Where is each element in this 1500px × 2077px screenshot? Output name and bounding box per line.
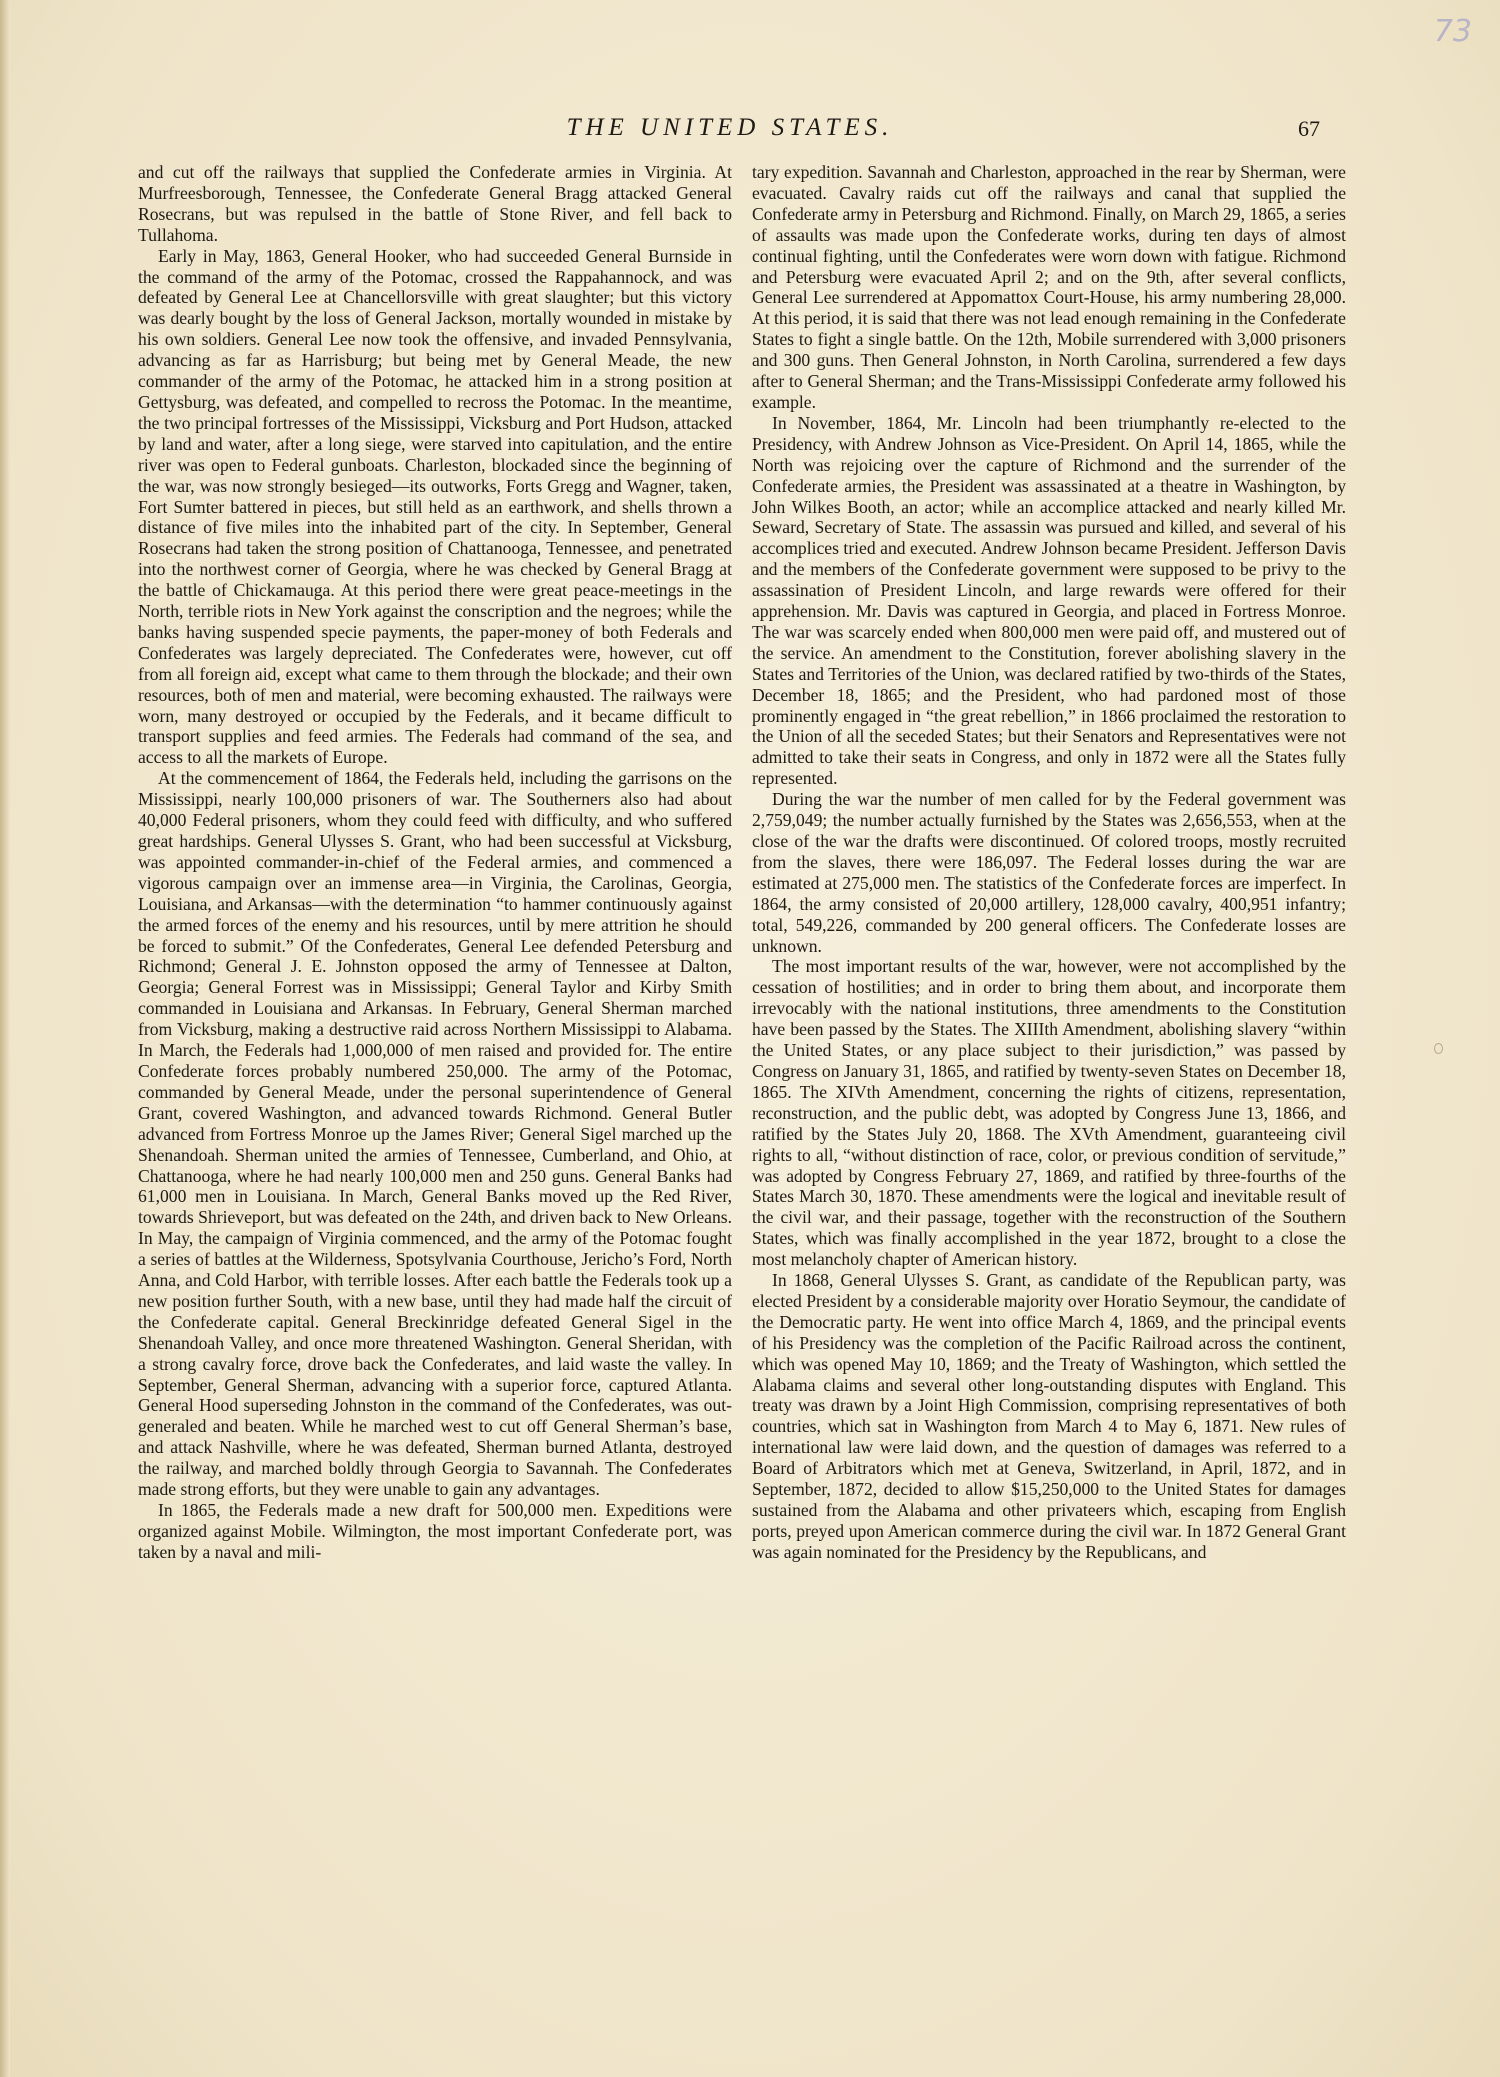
paragraph: Early in May, 1863, General Hooker, who had succeeded General Burnside in the command of the army of the Potomac, crossed the Rappahannock, and was defeated by General Lee at Chancellorsville with great slaughter; but this victory was dearly bought by the loss of General Jackson, mortally wounded in mistake by his own soldiers. General Lee now took the offensive, and invaded Pennsylvania, advancing as far as Harrisburg; but being met by General Meade, the new commander of the army of the Potomac, he attacked him in a strong position at Gettysburg, was defeated, and compelled to recross the Potomac. In the meantime, the two principal fortresses of the Mississippi, Vicksburg and Port Hudson, attacked by land and water, after a long siege, were starved into capitulation, and the entire river was open to Federal gunboats. Charleston, blockaded since the beginning of the war, was now strongly besieged—its outworks, Forts Gregg and Wagner, taken, Fort Sumter battered in pieces, but still held as an earthwork, and shells thrown a distance of five miles into the inhabited part of the city. In September, General Rosecrans had taken the strong position of Chattanooga, Tennessee, and penetrated into the northwest corner of Georgia, where he was checked by General Bragg at the battle of Chickamauga. At this period there were great peace-meetings in the North, terrible riots in New York against the conscription and the negroes; while the banks having suspended specie payments, the paper-money of both Federals and Confederates was largely depreciated. The Confederates were, however, cut off from all foreign aid, except what came to them through the blockade; and their own resources, both of men and material, were becoming exhausted. The railways were worn, many destroyed or occupied by the Federals, and it became difficult to transport supplies and feed armies. The Federals had command of the sea, and access to all the markets of Europe. — [138, 245, 732, 768]
running-head — [140, 114, 1320, 150]
paragraph: During the war the number of men called for by the Federal government was 2,759,049; the number actually furnished by the States was 2,656,553, when at the close of the war the drafts were discontinued. Of colored troops, mostly recruited from the slaves, there were 186,097. The Federal losses during the war are estimated at 275,000 men. The statistics of the Confederate forces are imperfect. In 1864, the army consisted of 20,000 artillery, 128,000 cavalry, 400,951 infantry; total, 549,226, commanded by 200 general officers. The Confederate losses are unknown. — [752, 789, 1346, 956]
paragraph: In 1868, General Ulysses S. Grant, as candidate of the Republican party, was elected President by a considerable majority over Horatio Seymour, the candidate of the Democratic party. He went into office March 4, 1869, and the principal events of his Presidency was the completion of the Pacific Railroad across the continent, which was opened May 10, 1869; and the Treaty of Washington, which settled the Alabama claims and several other long-outstanding disputes with England. This treaty was drawn by a Joint High Commission, comprising representatives of both countries, which sat in Washington from March 4 to May 6, 1871. New rules of international law were laid down, and the question of damages was referred to a Board of Arbitrators which met at Geneva, Switzerland, in April, 1872, and in September, 1872, decided to allow $15,250,000 to the United States for damages sustained from the Alabama and other privateers which, escaping from English ports, preyed upon American commerce during the civil war. In 1872 General Grant was again nominated for the Presidency by the Republicans, and — [752, 1270, 1346, 1562]
page-number: 67 — [1298, 116, 1320, 141]
page-title: THE UNITED STATES. — [566, 114, 894, 141]
paper-blemish — [1434, 1043, 1443, 1054]
right-column — [752, 162, 1346, 1563]
handwritten-folio-mark: 73 — [1433, 14, 1472, 49]
paragraph: tary expedition. Savannah and Charleston, approached in the rear by Sherman, were evacuated. Cavalry raids cut off the railways and canal that supplied the Confederate army in Petersburg and Richmond. Finally, on March 29, 1865, a series of assaults was made upon the Confederate works, during ten days of almost continual fighting, until the Confederates were worn down with fatigue. Richmond and Petersburg were evacuated April 2; and on the 9th, after several conflicts, General Lee surrendered at Appomattox Court-House, his army numbering 28,000. At this period, it is said that there was not lead enough remaining in the Confederate States to fight a single battle. On the 12th, Mobile surrendered with 3,000 prisoners and 300 guns. Then General Johnston, in North Carolina, surrendered a few days after to General Sherman; and the Trans-Mississippi Confederate army followed his example. — [752, 162, 1346, 412]
paragraph: The most important results of the war, however, were not accomplished by the cessation of hostilities; and in order to bring them about, and incorporate them irrevocably with the national institutions, three amendments to the Constitution have been passed by the States. The XIIIth Amendment, abolishing slavery “within the United States, or any place subject to their jurisdiction,” was passed by Congress on January 31, 1865, and ratified by twenty-seven States on December 18, 1865. The XIVth Amendment, concerning the rights of citizens, representation, reconstruction, and the public debt, was adopted by Congress June 13, 1866, and ratified by the States July 20, 1868. The XVth Amendment, guaranteeing civil rights to all, “without distinction of race, color, or previous condition of servitude,” was adopted by Congress February 27, 1869, and ratified by three-fourths of the States March 30, 1870. These amendments were the logical and inevitable result of the civil war, and their passage, together with the reconstruction of the Southern States, which was finally accomplished in the year 1872, brought to a close the most melancholy chapter of American history. — [752, 956, 1346, 1270]
paragraph: At the commencement of 1864, the Federals held, including the garrisons on the Mississippi, nearly 100,000 prisoners of war. The Southerners also had about 40,000 Federal prisoners, whom they could feed with difficulty, and who suffered great hardships. General Ulysses S. Grant, who had been successful at Vicksburg, was appointed commander-in-chief of the Federal armies, and commenced a vigorous campaign over an immense area—in Virginia, the Carolinas, Georgia, Louisiana, and Arkansas—with the determination “to hammer continuously against the armed forces of the enemy and his resources, until by mere attrition he should be forced to submit.” Of the Confederates, General Lee defended Petersburg and Richmond; General J. E. Johnston opposed the army of Tennessee at Dalton, Georgia; General Forrest was in Mississippi; General Taylor and Kirby Smith commanded in Louisiana and Arkansas. In February, General Sherman marched from Vicksburg, making a destructive raid across Northern Mississippi to Alabama. In March, the Federals had 1,000,000 of men raised and provided for. The entire Confederate forces probably numbered 250,000. The army of the Potomac, commanded by General Meade, under the personal superintendence of General Grant, covered Washington, and advanced towards Richmond. General Butler advanced from Fortress Monroe up the James River; General Sigel marched up the Shenandoah. Sherman united the armies of Tennessee, Cumberland, and Ohio, at Chattanooga, where he had nearly 100,000 men and 250 guns. General Banks had 61,000 men in Louisiana. In March, General Banks moved up the Red River, towards Shrieveport, but was defeated on the 24th, and driven back to New Orleans. In May, the campaign of Virginia commenced, and the army of the Potomac fought a series of battles at the Wilderness, Spotsylvania Courthouse, Jericho’s Ford, North Anna, and Cold Harbor, with terrible losses. After each battle the Federals took up a new position further South, with a new base, until they had made half the circuit of the Confederate capital. General Breckinridge defeated General Sigel in the Shenandoah Valley, and once more threatened Washington. General Sheridan, with a strong cavalry force, drove back the Confederates, and laid waste the valley. In September, General Sherman, advancing with a superior force, captured Atlanta. General Hood superseding Johnston in the command of the Confederates, was out-generaled and beaten. While he marched west to cut off General Sherman’s base, and attack Nashville, where he was defeated, Sherman burned Atlanta, destroyed the railway, and marched boldly through Georgia to Savannah. The Confederates made strong efforts, but they were unable to gain any advantages. — [138, 768, 732, 1500]
paragraph: In 1865, the Federals made a new draft for 500,000 men. Expeditions were organized against Mobile. Wilmington, the most important Confederate port, was taken by a naval and mili- — [138, 1500, 732, 1562]
binding-edge — [0, 0, 10, 2077]
paragraph: and cut off the railways that supplied the Confederate armies in Virginia. At Murfreesborough, Tennessee, the Confederate General Bragg attacked General Rosecrans, but was repulsed in the battle of Stone River, and fell back to Tullahoma. — [138, 162, 732, 245]
paragraph: In November, 1864, Mr. Lincoln had been triumphantly re-elected to the Presidency, with Andrew Johnson as Vice-President. On April 14, 1865, while the North was rejoicing over the capture of Richmond and the surrender of the Confederate armies, the President was assassinated at a theatre in Washington, by John Wilkes Booth, an actor; while an accomplice attacked and nearly killed Mr. Seward, Secretary of State. The assassin was pursued and killed, and several of his accomplices tried and executed. Andrew Johnson became President. Jefferson Davis and the members of the Confederate government were supposed to be privy to the assassination of President Lincoln, and large rewards were offered for their apprehension. Mr. Davis was captured in Georgia, and placed in Fortress Monroe. The war was scarcely ended when 800,000 men were paid off, and mustered out of the service. An amendment to the Constitution, forever abolishing slavery in the States and Territories of the Union, was declared ratified by two-thirds of the States, December 18, 1865; and the President, who had pardoned most of those prominently engaged in “the great rebellion,” in 1866 proclaimed the restoration to the Union of all the seceded States; but their Senators and Representatives were not admitted to take their seats in Congress, and only in 1872 were all the States fully represented. — [752, 412, 1346, 789]
left-column — [138, 162, 732, 1563]
